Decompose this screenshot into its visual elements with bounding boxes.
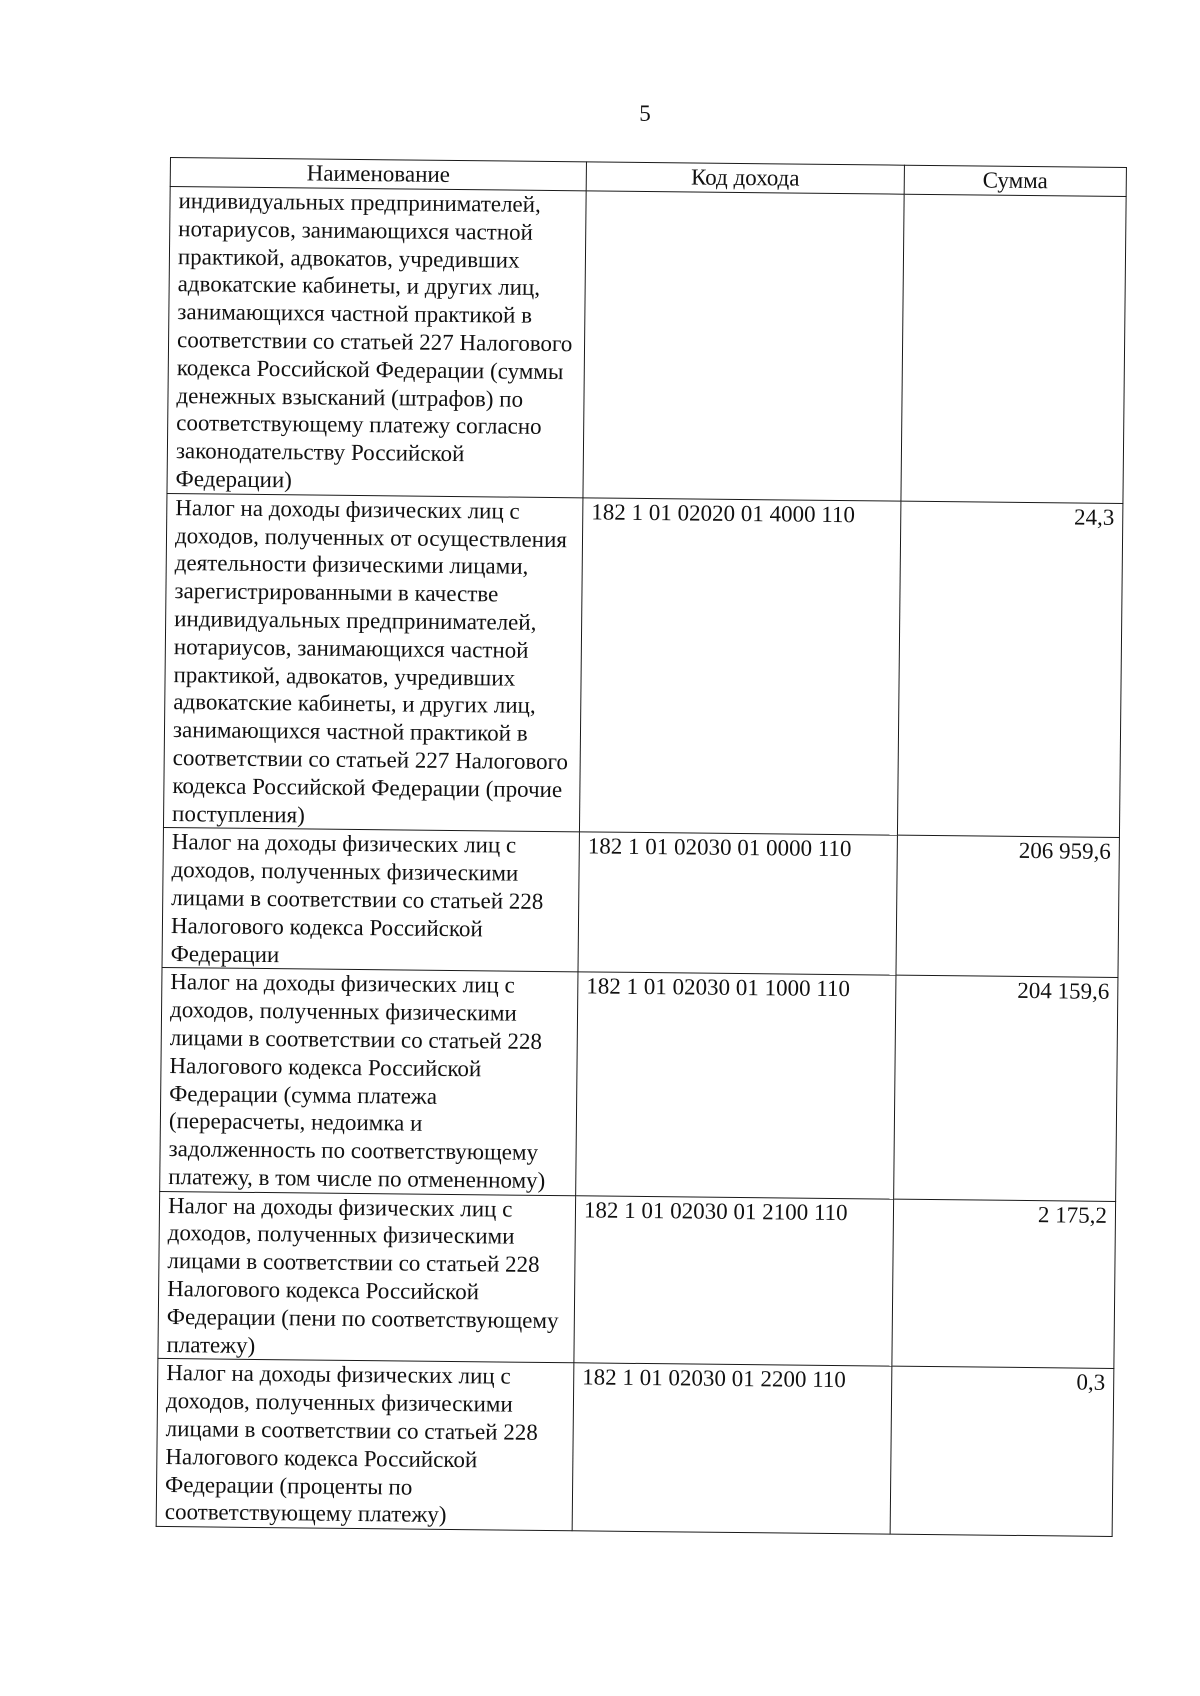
row-code: 182 1 01 02030 01 2200 110 (572, 1363, 892, 1534)
table-row (156, 1359, 1114, 1537)
row-name: индивидуальных предпринимателей, нотариусов, занимающихся частной практикой, адвокатов, учредивших адвокатские кабинеты, и других лиц, занимающихся частной практикой в соответствии со статьей 227 Налогового кодекса Российской Федерации (суммы денежных взысканий (штрафов) по соответствующему платежу согласно законодательству Российской Федерации) (167, 187, 586, 498)
page-number: 5 (639, 101, 651, 126)
row-code: 182 1 01 02030 01 0000 110 (578, 832, 897, 975)
row-name: Налог на доходы физических лиц с доходов, полученных от осуществления деятельности физическими лицами, зарегистрированными в качестве индивидуальных предпринимателей, нотариусов, занимающихся частной практикой, адвокатов, учредивших адвокатские кабинеты, и других лиц, занимающихся частной практикой в соответствии со статьей 227 Налогового кодекса Российской Федерации (прочие поступления) (163, 493, 582, 832)
row-sum: 2 175,2 (892, 1199, 1116, 1369)
table-row (162, 828, 1119, 978)
table-row (167, 187, 1126, 504)
table-row (163, 493, 1122, 838)
row-name: Налог на доходы физических лиц с доходов, полученных физическими лицами в соответствии со статьей 228 Налогового кодекса Российской Федерации (пени по соответствующему платежу) (158, 1191, 576, 1363)
table-row (160, 968, 1118, 1201)
row-code: 182 1 01 02030 01 2100 110 (574, 1195, 894, 1366)
row-code (583, 191, 904, 501)
header-code: Код дохода (586, 162, 904, 194)
row-sum: 206 959,6 (896, 835, 1119, 977)
row-code: 182 1 01 02020 01 4000 110 (579, 498, 900, 836)
row-sum (901, 194, 1126, 503)
revenue-table (156, 157, 1127, 1537)
row-name: Налог на доходы физических лиц с доходов, полученных физическими лицами в соответствии со статьей 228 Налогового кодекса Российской Федерации (162, 828, 579, 972)
row-name: Налог на доходы физических лиц с доходов, полученных физическими лицами в соответствии со статьей 228 Налогового кодекса Российской Федерации (проценты по соответствующему платежу) (156, 1359, 574, 1531)
row-sum: 204 159,6 (894, 975, 1118, 1201)
row-name: Налог на доходы физических лиц с доходов, полученных физическими лицами в соответствии со статьей 228 Налогового кодекса Российской Федерации (сумма платежа (перерасчеты, недоимка и задолженность по соответствующему платежу, в том числе по отмененному) (160, 968, 578, 1196)
row-sum: 24,3 (897, 501, 1122, 838)
header-sum: Сумма (904, 165, 1126, 196)
table-row (158, 1191, 1116, 1369)
row-code: 182 1 01 02030 01 1000 110 (576, 972, 896, 1199)
header-name: Наименование (170, 158, 586, 191)
row-sum: 0,3 (890, 1367, 1114, 1537)
